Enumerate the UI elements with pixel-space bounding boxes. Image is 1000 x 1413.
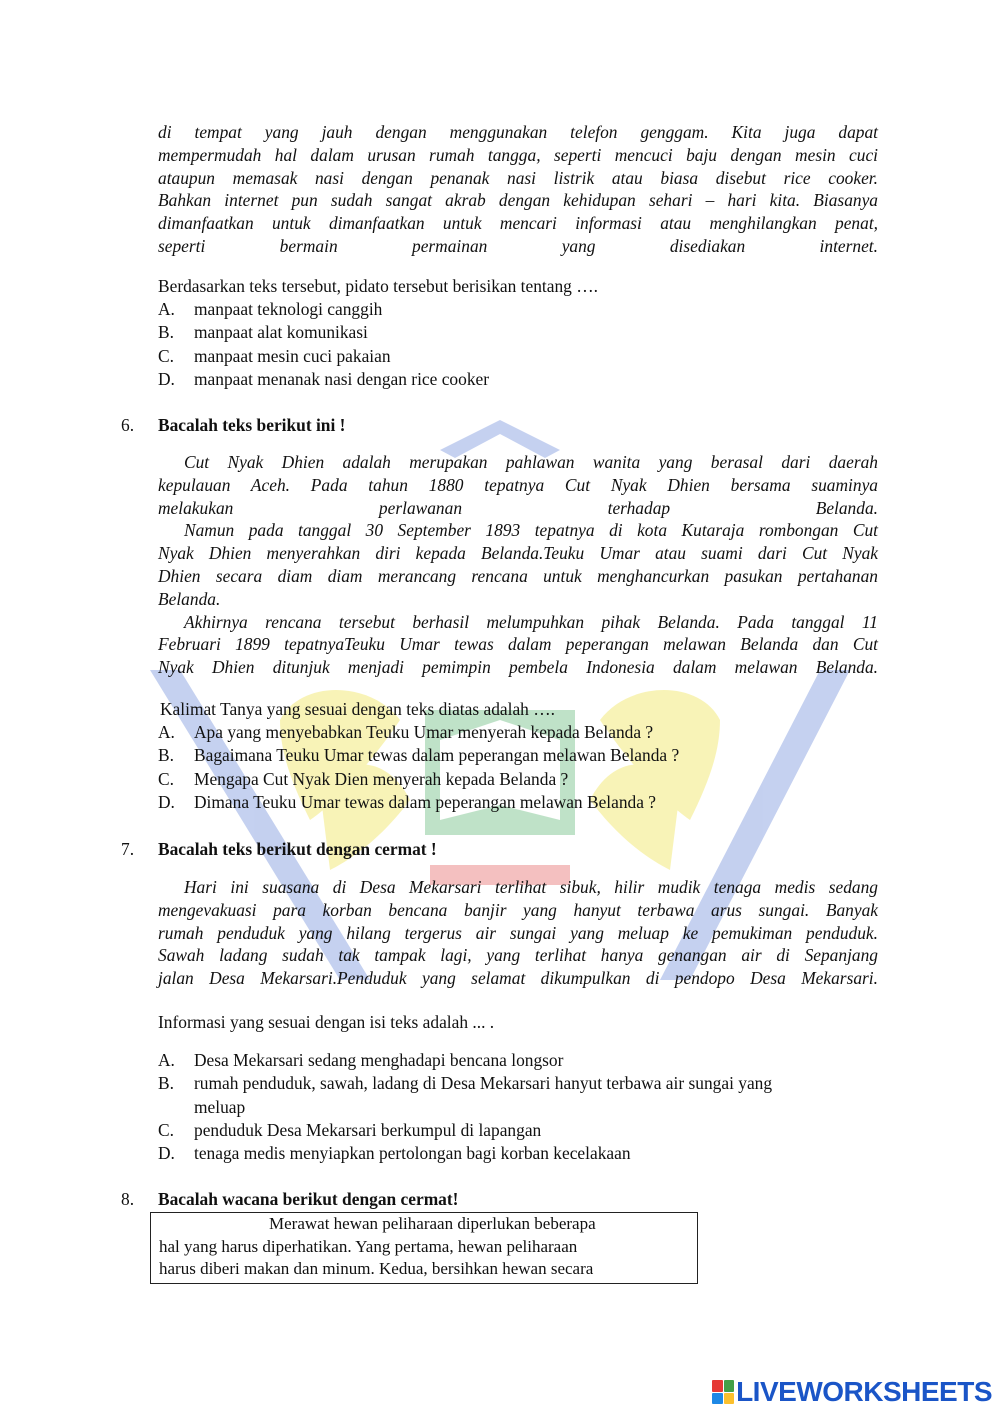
option-letter: A. (158, 1050, 175, 1070)
passage-line: melakukan perlawanan terhadap Belanda. (158, 497, 878, 518)
q6-question: Kalimat Tanya yang sesuai dengan teks diatas adalah …. (160, 699, 555, 719)
passage-line: Belanda. (158, 588, 221, 609)
q8-heading: Bacalah wacana berikut dengan cermat! (158, 1189, 459, 1209)
option-text: Apa yang menyebabkan Teuku Umar menyerah kepada Belanda ? (194, 722, 654, 742)
option-a[interactable] (158, 298, 858, 321)
option-text: manpaat mesin cuci pakaian (194, 345, 391, 366)
q6-heading: Bacalah teks berikut ini ! (158, 415, 346, 435)
passage-line: Cut Nyak Dhien adalah merupakan pahlawan wanita yang berasal dari daerah (184, 452, 878, 472)
option-letter: D. (158, 368, 175, 389)
option-d[interactable] (158, 1142, 878, 1165)
passage-line: Namun pada tanggal 30 September 1893 tepatnya di kota Kutaraja rombongan Cut (184, 520, 878, 541)
q7-passage (158, 876, 878, 990)
passage-line: Dhien secara diam diam merancang rencana untuk menghancurkan pasukan pertahanan (158, 565, 878, 586)
option-text: rumah penduduk, sawah, ladang di Desa Mekarsari hanyut terbawa air sungai yang (194, 1073, 773, 1094)
q7-question: Informasi yang sesuai dengan isi teks adalah ... . (158, 1012, 495, 1032)
question-number: 8. (121, 1189, 135, 1209)
q8-passage-box (150, 1212, 698, 1284)
option-text: manpaat menanak nasi dengan rice cooker (194, 368, 490, 389)
passage-line: Nyak Dhien menyerahkan diri kepada Belanda.Teuku Umar atau suami dari Cut Nyak (158, 543, 878, 564)
option-letter: C. (158, 768, 174, 789)
option-c[interactable] (158, 1119, 878, 1142)
option-text: manpaat alat komunikasi (194, 322, 368, 343)
q5-passage (158, 121, 878, 258)
passage-line: Hari ini suasana di Desa Mekarsari terlihat sibuk, hilir mudik tenaga medis sedang (184, 877, 878, 897)
option-text: Mengapa Cut Nyak Dien menyerah kepada Belanda ? (194, 768, 569, 789)
option-d[interactable] (158, 368, 858, 391)
passage-line: kepulauan Aceh. Pada tahun 1880 tepatnya Cut Nyak Dhien bersama suaminya (158, 474, 878, 495)
option-text: manpaat teknologi canggih (194, 299, 383, 319)
passage-line: mempermudah hal dalam urusan rumah tangga, seperti mencuci baju dengan mesin cuci (158, 144, 878, 165)
passage-line: jalan Desa Mekarsari.Penduduk yang selamat dikumpulkan di pendopo Desa Mekarsari. (158, 968, 878, 989)
q6-passage (158, 451, 878, 679)
option-text: meluap (194, 1096, 246, 1117)
passage-line: harus diberi makan dan minum. Kedua, bersihkan hewan secara (159, 1259, 594, 1278)
option-letter: A. (158, 299, 175, 319)
q7-options (158, 1049, 878, 1165)
question-number: 6. (121, 415, 135, 435)
passage-line: di tempat yang jauh dengan menggunakan telefon genggam. Kita juga dapat (158, 122, 878, 142)
q5-question: Berdasarkan teks tersebut, pidato tersebut berisikan tentang …. (158, 276, 598, 296)
passage-line: Nyak Dhien ditunjuk menjadi pemimpin pembela Indonesia dalam melawan Belanda. (158, 657, 878, 678)
passage-line: Bahkan internet pun sudah sangat akrab dengan kehidupan sehari – hari kita. Biasanya (158, 190, 878, 211)
option-letter: B. (158, 745, 174, 766)
option-b[interactable] (158, 1072, 878, 1095)
option-d[interactable] (158, 791, 858, 814)
option-letter: B. (158, 322, 174, 343)
option-letter: D. (158, 1143, 175, 1164)
passage-line: hal yang harus diperhatikan. Yang pertama, hewan peliharaan (159, 1236, 578, 1256)
passage-line: mengevakuasi para korban bencana banjir yang hanyut terbawa arus sungai. Banyak (158, 899, 878, 920)
liveworksheets-logo-icon (712, 1380, 734, 1404)
option-letter: C. (158, 1119, 174, 1140)
passage-line: dimanfaatkan untuk dimanfaatkan untuk mencari informasi atau menghilangkan penat, (158, 213, 878, 234)
passage-line: Sawah ladang sudah tak tampak lagi, yang terlihat hanya genangan air di Sepanjang (158, 945, 878, 966)
q5-options (158, 298, 858, 391)
option-text: Dimana Teuku Umar tewas dalam peperangan melawan Belanda ? (194, 791, 657, 812)
passage-line: seperti bermain permainan yang disediakan internet. (158, 235, 878, 256)
liveworksheets-logo[interactable] (712, 1377, 992, 1407)
option-b-continuation (158, 1096, 878, 1119)
passage-line: rumah penduduk yang hilang tergerus air sungai yang meluap ke pemukiman penduduk. (158, 922, 878, 943)
option-text: Bagaimana Teuku Umar tewas dalam peperangan melawan Belanda ? (194, 745, 680, 766)
passage-line: Merawat hewan peliharaan diperlukan beberapa (269, 1214, 596, 1233)
passage-line: ataupun memasak nasi dengan penanak nasi listrik atau biasa disebut rice cooker. (158, 167, 878, 188)
option-letter: C. (158, 345, 174, 366)
option-text: Desa Mekarsari sedang menghadapi bencana longsor (194, 1050, 564, 1070)
q6-options (158, 721, 858, 814)
option-c[interactable] (158, 768, 858, 791)
option-b[interactable] (158, 744, 858, 767)
q7-heading: Bacalah teks berikut dengan cermat ! (158, 839, 437, 859)
option-a[interactable] (158, 1049, 878, 1072)
passage-line: Akhirnya rencana tersebut berhasil melumpuhkan pihak Belanda. Pada tanggal 11 (184, 611, 878, 632)
brand-name: LIVEWORKSHEETS (736, 1376, 992, 1407)
question-number: 7. (121, 839, 135, 859)
option-letter: B. (158, 1073, 174, 1094)
option-a[interactable] (158, 721, 858, 744)
passage-line: Februari 1899 tepatnyaTeuku Umar tewas dalam peperangan melawan Belanda dan Cut (158, 634, 878, 655)
option-letter: A. (158, 722, 175, 742)
option-b[interactable] (158, 321, 858, 344)
option-letter: D. (158, 791, 175, 812)
option-text: tenaga medis menyiapkan pertolongan bagi korban kecelakaan (194, 1143, 631, 1164)
option-c[interactable] (158, 345, 858, 368)
option-text: penduduk Desa Mekarsari berkumpul di lapangan (194, 1119, 542, 1140)
